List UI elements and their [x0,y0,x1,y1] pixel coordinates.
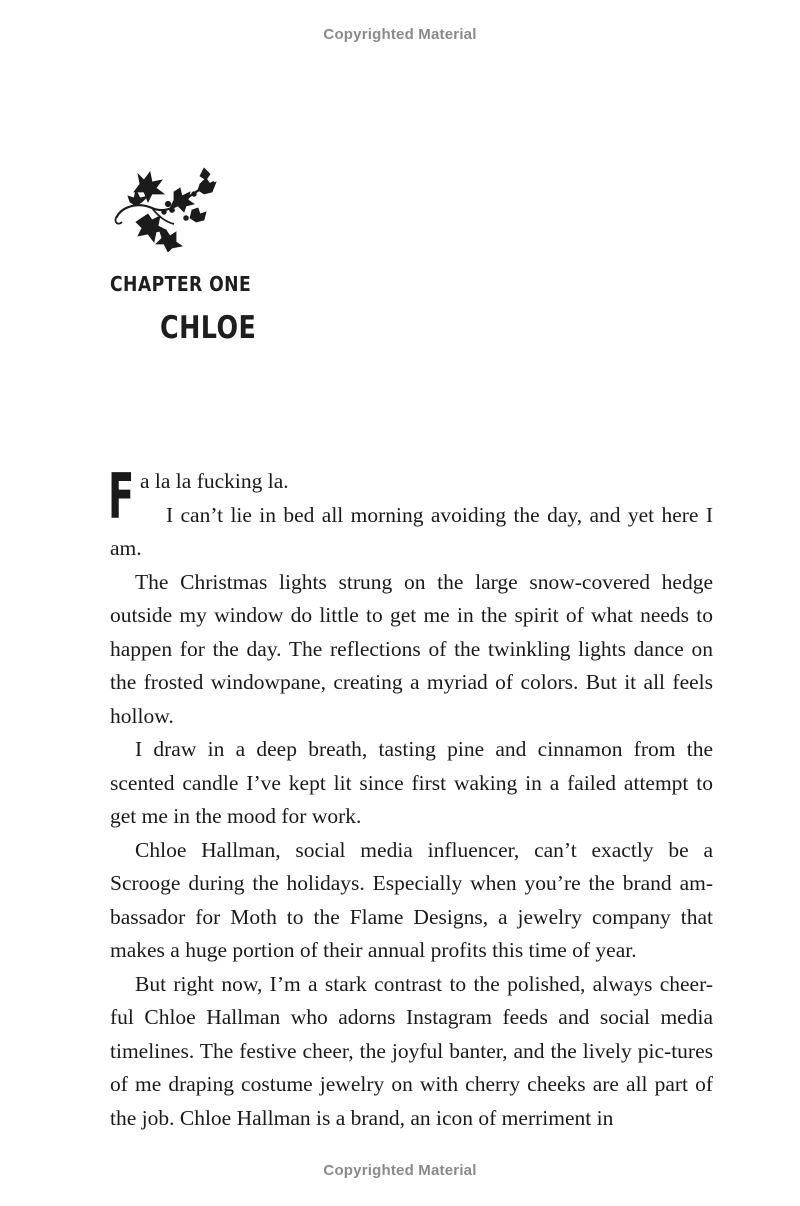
copyright-watermark-top: Copyrighted Material [323,26,477,43]
drop-cap: F [108,460,135,533]
paragraph-2: The Christmas lights strung on the large snow-covered hedge outside my window do little to get me in the spirit of what needs to happen for the day. The reflections of the twinkling lights dance on the frosted windowpane, creating a myriad of colors. But it all feels hollow. [110,569,713,728]
paragraph-4: Chloe Hallman, social media influencer, can’t exactly be a Scrooge during the holidays. Especially when you’re the brand am-bassador for Moth to the Flame Designs, a jewelry company that makes a huge portion of their annual profits this time of year. [110,837,713,962]
paragraph-5: But right now, I’m a stark contrast to the polished, always cheer-ful Chloe Hallman who adorns Instagram feeds and social media timelines. The festive cheer, the joyful banter, and the lively pic-tures of me draping costume jewelry on with cherry cheeks are all part of the job. Chloe Hallman is a brand, an icon of merriment in [110,971,713,1130]
paragraph-1: I can’t lie in bed all morning avoiding the day, and yet here I am. [110,502,713,560]
paragraph-3: I draw in a deep breath, tasting pine and cinnamon from the scented candle I’ve kept lit since first waking in a failed attempt to get me in the mood for work. [110,737,713,828]
holly-branch-icon [108,166,220,252]
chapter-label: CHAPTER ONE [110,272,252,296]
chapter-body [108,460,713,1135]
opening-line: a la la fucking la. [140,469,289,493]
copyright-watermark-bottom: Copyrighted Material [323,1162,477,1179]
chapter-title: CHLOE [160,310,257,346]
opening-paragraph [108,460,713,566]
